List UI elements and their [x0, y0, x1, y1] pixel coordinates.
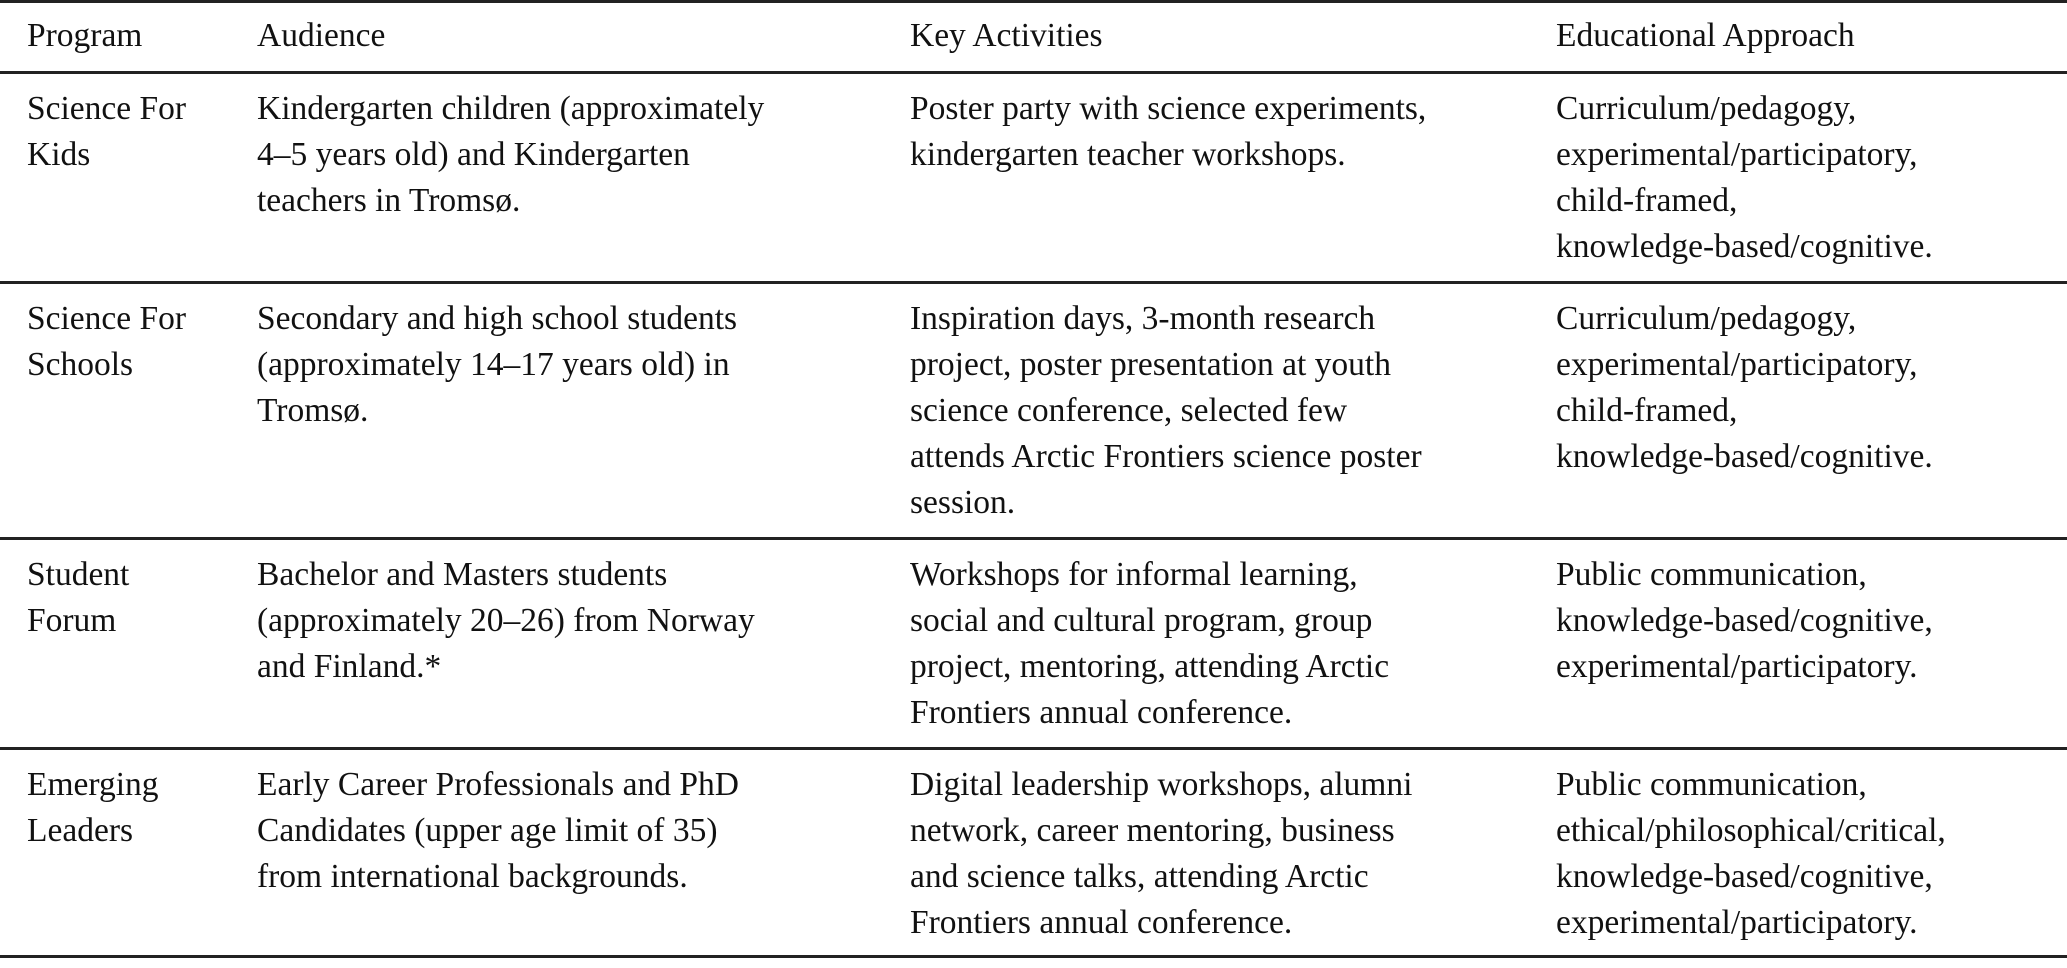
table-row [0, 73, 2067, 283]
table-body [0, 73, 2067, 957]
cell-approach [1556, 749, 2067, 957]
table-row [0, 749, 2067, 957]
activities-text: Digital leadership workshops, alumni network, career mentoring, business and science talks, attending Arctic Frontiers annual conference. [910, 766, 1413, 941]
header-program: Program [27, 17, 143, 54]
activities-text: Inspiration days, 3-month research project, poster presentation at youth science conference, selected few attends Arctic Frontiers science poster session. [910, 300, 1422, 521]
activities-text: Poster party with science experiments, kindergarten teacher workshops. [910, 90, 1427, 173]
program-name: Science For Kids [27, 90, 187, 173]
approach-text: Public communication, knowledge-based/cognitive, experimental/participatory. [1556, 556, 1933, 685]
approach-text: Curriculum/pedagogy, experimental/participatory, child-framed, knowledge-based/cognitive. [1556, 90, 1933, 265]
cell-program [0, 539, 257, 749]
table-row [0, 539, 2067, 749]
cell-activities [910, 73, 1556, 283]
cell-approach [1556, 539, 2067, 749]
audience-text: Secondary and high school students (approximately 14–17 years old) in Tromsø. [257, 300, 738, 429]
table-row [0, 283, 2067, 539]
audience-text: Bachelor and Masters students (approximately 20–26) from Norway and Finland.* [257, 556, 755, 685]
cell-activities [910, 539, 1556, 749]
header-key-activities: Key Activities [910, 17, 1103, 54]
activities-text: Workshops for informal learning, social and cultural program, group project, mentoring, attending Arctic Frontiers annual conference. [910, 556, 1390, 731]
header-educational-approach: Educational Approach [1556, 17, 1855, 54]
cell-approach [1556, 283, 2067, 539]
cell-audience [257, 73, 910, 283]
cell-program [0, 73, 257, 283]
program-name: Science For Schools [27, 300, 187, 383]
program-name: Emerging Leaders [27, 766, 159, 849]
cell-audience [257, 749, 910, 957]
audience-text: Kindergarten children (approximately 4–5 years old) and Kindergarten teachers in Tromsø. [257, 90, 765, 219]
cell-activities [910, 283, 1556, 539]
cell-program [0, 749, 257, 957]
table-header [0, 2, 2067, 73]
cell-approach [1556, 73, 2067, 283]
header-row [0, 2, 2067, 73]
approach-text: Public communication, ethical/philosophical/critical, knowledge-based/cognitive, experimental/participatory. [1556, 766, 1946, 941]
cell-audience [257, 539, 910, 749]
approach-text: Curriculum/pedagogy, experimental/participatory, child-framed, knowledge-based/cognitive. [1556, 300, 1933, 475]
cell-audience [257, 283, 910, 539]
cell-activities [910, 749, 1556, 957]
cell-program [0, 283, 257, 539]
program-name: Student Forum [27, 556, 130, 639]
header-audience: Audience [257, 17, 386, 54]
audience-text: Early Career Professionals and PhD Candidates (upper age limit of 35) from international backgrounds. [257, 766, 739, 895]
